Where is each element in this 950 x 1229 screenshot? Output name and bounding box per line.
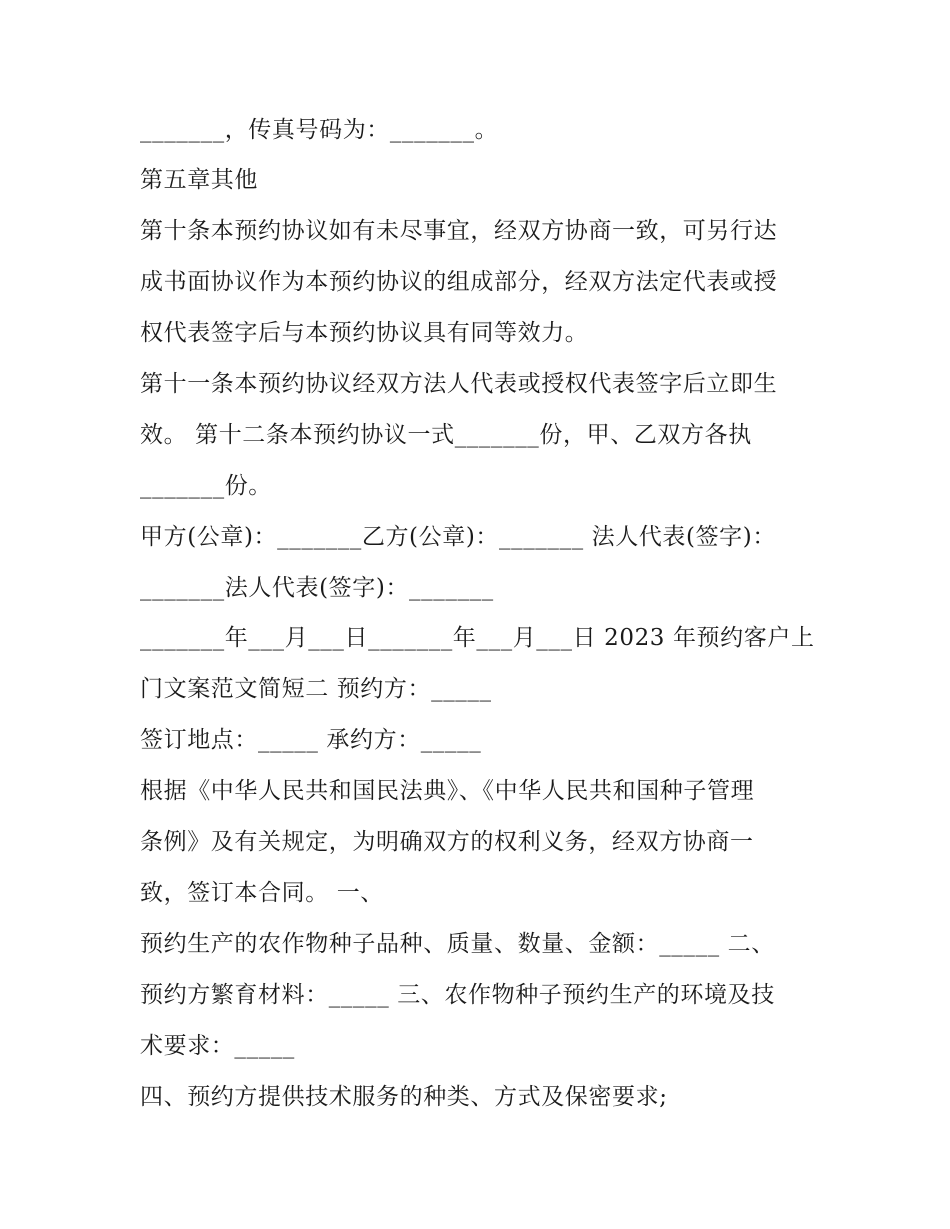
- text-line-signature-a: 甲方(公章)：_______乙方(公章)：_______ 法人代表(签字)：: [140, 524, 776, 550]
- text-line-article-10-b: 成书面协议作为本预约协议的组成部分，经双方法定代表或授: [140, 269, 778, 295]
- text-line-basis-b: 条例》及有关规定，为明确双方的权利义务，经双方协商一: [140, 829, 754, 855]
- text-line-basis-c: 致，签订本合同。 一、: [140, 880, 384, 906]
- text-line-fax: _______，传真号码为：_______。: [140, 117, 499, 143]
- chapter-heading: 第五章其他: [140, 167, 258, 193]
- text-line-item-4: 四、预约方提供技术服务的种类、方式及保密要求;: [140, 1084, 668, 1110]
- text-line-article-11-a: 第十一条本预约协议经双方法人代表或授权代表签字后立即生: [140, 371, 778, 397]
- text-line-article-12-a: 效。 第十二条本预约协议一式_______份，甲、乙双方各执: [140, 422, 752, 448]
- text-line-location: 签订地点：_____ 承约方：_____: [140, 727, 482, 753]
- text-line-title-2: 门文案范文简短二 预约方：_____: [140, 676, 492, 702]
- text-line-article-10-c: 权代表签字后与本预约协议具有同等效力。: [140, 320, 589, 346]
- text-line-signature-b: _______法人代表(签字)：_______: [140, 575, 494, 601]
- text-line-article-12-b: _______份。: [140, 473, 272, 499]
- text-line-basis-a: 根据《中华人民共和国民法典》、《中华人民共和国种子管理: [140, 778, 755, 804]
- text-line-date: _______年___月___日_______年___月___日 2023 年预约客户上: [140, 625, 815, 651]
- text-line-item-3: 术要求：_____: [140, 1033, 295, 1059]
- text-line-item-1: 预约生产的农作物种子品种、质量、数量、金额：_____ 二、: [140, 931, 775, 957]
- text-line-article-10-a: 第十条本预约协议如有未尽事宜，经双方协商一致，可另行达: [140, 218, 778, 244]
- text-line-item-2: 预约方繁育材料：_____ 三、农作物种子预约生产的环境及技: [140, 982, 775, 1008]
